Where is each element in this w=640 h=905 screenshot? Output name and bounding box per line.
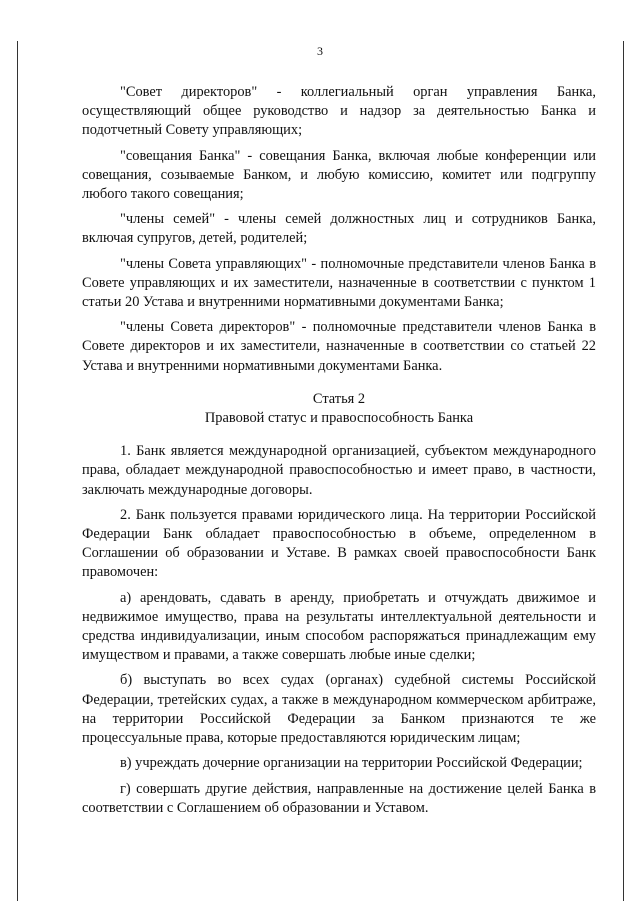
subparagraph-b: б) выступать во всех судах (органах) судебной системы Российской Федерации, третейских судах, а также в международном коммерческом арбитраже, на территории Российской Федерации за Банком признаются те же процессуальные права, которые предоставляются юридическим лицам; bbox=[82, 672, 596, 747]
subparagraph-v: в) учреждать дочерние организации на территории Российской Федерации; bbox=[120, 755, 583, 772]
definition-board-of-governors-members: "члены Совета управляющих" - полномочные представители членов Банка в Совете управляющих и их заместители, назначенные в соответствии с пунктом 1 статьи 20 Устава и внутренними нормативными документами Банка; bbox=[82, 255, 596, 311]
article-heading bbox=[82, 390, 596, 428]
definition-bank-meetings: "совещания Банка" - совещания Банка, включая любые конференции или совещания, созываемые Банком, и любую комиссию, комитет или подгруппу любого такого совещания; bbox=[82, 147, 596, 203]
article-number: Статья 2 bbox=[312, 390, 366, 407]
subparagraph-a: а) арендовать, сдавать в аренду, приобретать и отчуждать движимое и недвижимое имущество, права на результаты интеллектуальной деятельности и средства индивидуализации, иным способом распоряжаться принадлежащим ему имуществом и правами, а также совершать любые иные сделки; bbox=[82, 589, 596, 664]
definition-family-members: "члены семей" - члены семей должностных лиц и сотрудников Банка, включая супругов, детей, родителей; bbox=[82, 211, 596, 247]
definition-board-of-directors: "Совет директоров" - коллегиальный орган управления Банка, осуществляющий общее руководство и надзор за деятельностью Банка и подотчетный Совету управляющих; bbox=[82, 84, 596, 139]
paragraph-2: 2. Банк пользуется правами юридического лица. На территории Российской Федерации Банк обладает правоспособностью в объеме, определенном в Соглашении об образовании и Уставе. В рамках своей правоспособности Банк правомочен: bbox=[82, 506, 596, 581]
subparagraph-g: г) совершать другие действия, направленные на достижение целей Банка в соответствии с Соглашением об образовании и Уставом. bbox=[82, 780, 596, 816]
page-number: 3 bbox=[317, 44, 323, 58]
document-body bbox=[82, 83, 596, 824]
paragraph-1: 1. Банк является международной организацией, субъектом международного права, обладает международной правоспособностью и имеет право, в частности, заключать международные договоры. bbox=[82, 443, 596, 498]
article-title: Правовой статус и правоспособность Банка bbox=[204, 410, 474, 427]
definition-board-of-directors-members: "члены Совета директоров" - полномочные представители членов Банка в Совете директоров и их заместители, назначенные в соответствии со статьей 22 Устава и внутренними нормативными документами Банка. bbox=[82, 319, 596, 374]
